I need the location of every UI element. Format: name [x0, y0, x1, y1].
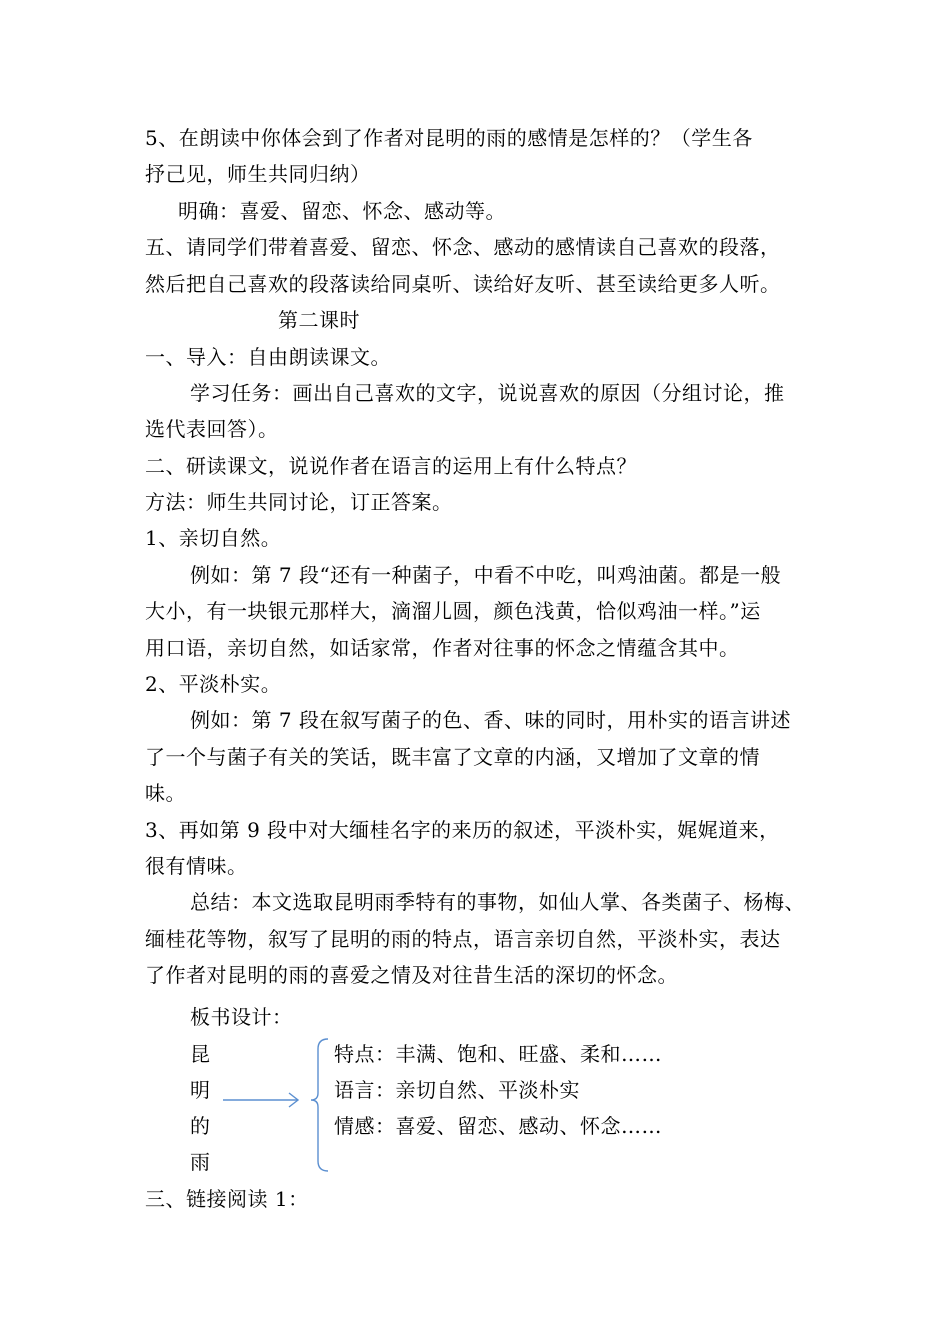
- learning-task-line-1: 学习任务：画出自己喜欢的文字，说说喜欢的原因（分组讨论，推: [190, 381, 785, 405]
- point-3-line-1: 3、再如第 9 段中对大缅桂名字的来历的叙述，平淡朴实，娓娓道来，: [145, 818, 780, 842]
- board-item-features: 特点：丰满、饱和、旺盛、柔和……: [334, 1042, 662, 1066]
- board-title-char-2: 明: [190, 1078, 210, 1102]
- point-2-heading: 2、平淡朴实。: [145, 672, 282, 696]
- summary-line-3: 了作者对昆明的雨的喜爱之情及对往昔生活的深切的怀念。: [145, 963, 678, 987]
- example-1-line-3: 用口语，亲切自然，如话家常，作者对往事的怀念之情蕴含其中。: [145, 636, 740, 660]
- section-three-heading: 三、链接阅读 1：: [145, 1187, 309, 1211]
- question-5-line-1: 5、在朗读中你体会到了作者对昆明的雨的感情是怎样的？（学生各: [145, 126, 753, 150]
- answer-clarify: 明确：喜爱、留恋、怀念、感动等。: [178, 199, 506, 223]
- left-brace: [311, 1039, 328, 1171]
- section-five-line-1: 五、请同学们带着喜爱、留恋、怀念、感动的感情读自己喜欢的段落，: [145, 235, 781, 259]
- board-item-language: 语言：亲切自然、平淡朴实: [334, 1078, 580, 1102]
- board-title-char-1: 昆: [190, 1042, 210, 1066]
- summary-line-2: 缅桂花等物，叙写了昆明的雨的特点，语言亲切自然，平淡朴实，表达: [145, 927, 781, 951]
- board-design-label: 板书设计：: [190, 1005, 293, 1029]
- point-3-line-2: 很有情味。: [145, 854, 248, 878]
- example-2-line-1: 例如：第 7 段在叙写菌子的色、香、味的同时，用朴实的语言讲述: [190, 708, 791, 732]
- section-five-line-2: 然后把自己喜欢的段落读给同桌听、读给好友听、甚至读给更多人听。: [145, 272, 781, 296]
- section-one-intro: 一、导入：自由朗读课文。: [145, 345, 391, 369]
- method-line: 方法：师生共同讨论，订正答案。: [145, 490, 453, 514]
- board-title-char-3: 的: [190, 1114, 210, 1138]
- lesson-two-heading: 第二课时: [278, 308, 360, 332]
- summary-line-1: 总结：本文选取昆明雨季特有的事物，如仙人掌、各类菌子、杨梅、: [190, 890, 805, 914]
- question-5-line-2: 抒己见，师生共同归纳）: [145, 162, 371, 186]
- example-2-line-3: 味。: [145, 781, 186, 805]
- board-item-emotion: 情感：喜爱、留恋、感动、怀念……: [334, 1114, 662, 1138]
- example-1-line-1: 例如：第 7 段“还有一种菌子，中看不中吃，叫鸡油菌。都是一般: [190, 563, 782, 587]
- point-1-heading: 1、亲切自然。: [145, 526, 282, 550]
- section-two-heading: 二、研读课文，说说作者在语言的运用上有什么特点？: [145, 454, 637, 478]
- example-2-line-2: 了一个与菌子有关的笑话，既丰富了文章的内涵，又增加了文章的情: [145, 745, 760, 769]
- learning-task-line-2: 选代表回答）。: [145, 417, 279, 441]
- example-1-line-2: 大小，有一块银元那样大，滴溜儿圆，颜色浅黄，恰似鸡油一样。”运: [145, 599, 761, 623]
- board-diagram: [215, 1035, 335, 1175]
- board-title-char-4: 雨: [190, 1150, 210, 1174]
